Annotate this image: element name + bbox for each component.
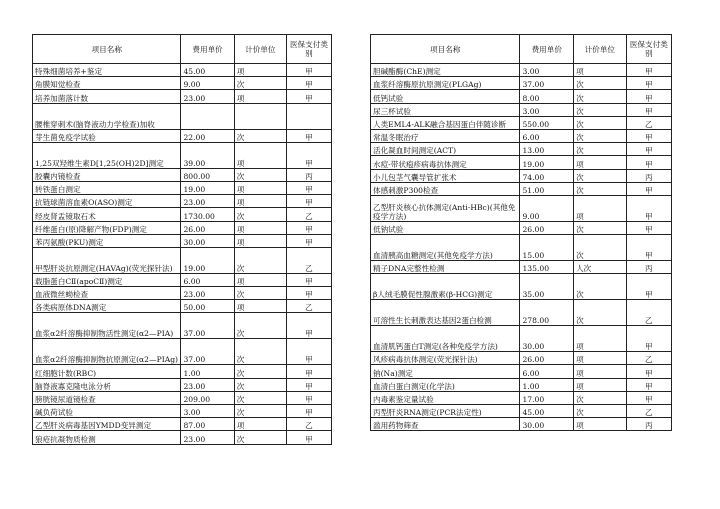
cell-category: 甲 xyxy=(626,365,671,378)
cell-item-name: 低钠试验 xyxy=(371,221,520,234)
cell-unit: 次 xyxy=(574,103,627,116)
table-row xyxy=(371,64,672,77)
header-category: 医保支付类别 xyxy=(286,35,331,64)
cell-unit: 次 xyxy=(234,431,286,444)
header-item-name: 项目名称 xyxy=(371,35,520,64)
cell-item-name: 精子DNA完整性检测 xyxy=(371,261,520,274)
cell-price: 6.00 xyxy=(520,365,574,378)
cell-category: 甲 xyxy=(286,287,331,300)
header-item-name: 项目名称 xyxy=(33,35,181,64)
cell-item-name: 活化凝血时间测定(ACT) xyxy=(371,143,520,156)
table-row xyxy=(371,156,672,169)
table-row xyxy=(371,418,672,431)
cell-unit: 次 xyxy=(574,169,627,182)
table-row xyxy=(33,64,332,77)
cell-item-name: 血浆α2纤溶酶抑制物抗原测定(α2—PIAg) xyxy=(33,339,181,365)
cell-category: 甲 xyxy=(286,221,331,234)
table-row xyxy=(371,405,672,418)
table-row xyxy=(371,378,672,391)
cell-price: 19.00 xyxy=(181,181,234,194)
fee-table-left xyxy=(32,34,332,445)
cell-unit: 项 xyxy=(234,181,286,194)
cell-unit: 项 xyxy=(574,352,627,365)
cell-price: 15.00 xyxy=(520,235,574,261)
cell-item-name: 转铁蛋白测定 xyxy=(33,181,181,194)
cell-price: 26.00 xyxy=(181,221,234,234)
cell-price: 23.00 xyxy=(181,287,234,300)
table-row xyxy=(33,287,332,300)
cell-item-name: 低钙试验 xyxy=(371,90,520,103)
cell-item-name: 风疹病毒抗体测定(荧光探针法) xyxy=(371,352,520,365)
cell-item-name: 苯丙氨酸(PKU)测定 xyxy=(33,234,181,247)
cell-price: 1.00 xyxy=(181,365,234,378)
table-header-row xyxy=(33,35,332,64)
table-row xyxy=(371,365,672,378)
cell-item-name: 经皮肾盂镜取石术 xyxy=(33,208,181,221)
cell-category: 丙 xyxy=(626,261,671,274)
cell-category: 甲 xyxy=(286,129,331,142)
cell-category: 甲 xyxy=(626,156,671,169)
cell-category: 甲 xyxy=(286,234,331,247)
cell-unit: 次 xyxy=(234,168,286,181)
cell-category: 甲 xyxy=(286,142,331,168)
cell-price: 800.00 xyxy=(181,168,234,181)
cell-price: 3.00 xyxy=(520,103,574,116)
cell-price: 37.00 xyxy=(520,77,574,90)
cell-unit: 项 xyxy=(234,273,286,286)
cell-unit: 项 xyxy=(234,64,286,77)
table-row xyxy=(33,300,332,313)
cell-price: 19.00 xyxy=(520,156,574,169)
cell-item-name: 培养加菌落计数 xyxy=(33,90,181,103)
cell-item-name: 水痘-带状疱疹病毒抗体测定 xyxy=(371,156,520,169)
cell-price: 50.00 xyxy=(181,300,234,313)
cell-price: 6.00 xyxy=(520,129,574,142)
cell-item-name: 血清白蛋白测定(化学法) xyxy=(371,378,520,391)
cell-price: 23.00 xyxy=(181,378,234,391)
cell-unit: 次 xyxy=(574,391,627,404)
cell-item-name: 血清胰高血糖测定(其他免疫学方法) xyxy=(371,235,520,261)
cell-item-name: 红细胞计数(RBC) xyxy=(33,365,181,378)
cell-category: 乙 xyxy=(626,300,671,326)
table-row xyxy=(33,129,332,142)
cell-category: 甲 xyxy=(286,77,331,90)
table-row xyxy=(33,313,332,339)
table-row xyxy=(33,418,332,431)
cell-price: 87.00 xyxy=(181,418,234,431)
cell-category: 甲 xyxy=(626,378,671,391)
table-row xyxy=(371,169,672,182)
cell-price: 39.00 xyxy=(181,142,234,168)
cell-category: 甲 xyxy=(626,221,671,234)
cell-category: 甲 xyxy=(626,64,671,77)
header-category: 医保支付类别 xyxy=(626,35,671,64)
table-body-left xyxy=(33,64,332,445)
cell-category: 甲 xyxy=(286,431,331,444)
cell-unit: 次 xyxy=(574,274,627,300)
cell-item-name: 纤维蛋白(原)降解产物(FDP)测定 xyxy=(33,221,181,234)
cell-category: 甲 xyxy=(286,181,331,194)
cell-item-name: 常温冬眠治疗 xyxy=(371,129,520,142)
cell-item-name: β人绒毛膜促性腺激素(β-HCG)测定 xyxy=(371,274,520,300)
cell-item-name: 膀胱镜尿道镜检查 xyxy=(33,391,181,404)
cell-unit: 次 xyxy=(574,221,627,234)
cell-item-name: 脑脊液寡克隆电泳分析 xyxy=(33,378,181,391)
cell-item-name: 血浆α2纤溶酶抑制物活性测定(α2—PIA) xyxy=(33,313,181,339)
cell-item-name: 丙型肝炎RNA测定(PCR法定性) xyxy=(371,405,520,418)
cell-price: 17.00 xyxy=(520,391,574,404)
cell-item-name: 各类病原体DNA测定 xyxy=(33,300,181,313)
table-row xyxy=(371,116,672,129)
cell-item-name: 芽生菌免疫学试验 xyxy=(33,129,181,142)
table-row xyxy=(33,405,332,418)
cell-price: 9.00 xyxy=(181,77,234,90)
table-row xyxy=(371,274,672,300)
cell-unit: 次 xyxy=(574,116,627,129)
cell-price: 26.00 xyxy=(520,352,574,365)
cell-item-name: 1,25双羟维生素D[1,25(OH)2D]测定 xyxy=(33,142,181,168)
cell-unit: 项 xyxy=(234,195,286,208)
cell-unit: 次 xyxy=(234,129,286,142)
table-header-row xyxy=(371,35,672,64)
cell-category: 甲 xyxy=(286,313,331,339)
cell-category: 丙 xyxy=(286,168,331,181)
cell-category: 甲 xyxy=(626,391,671,404)
table-row xyxy=(33,181,332,194)
cell-item-name: 角膜知觉检查 xyxy=(33,77,181,90)
table-row xyxy=(33,168,332,181)
table-row xyxy=(371,391,672,404)
cell-price: 9.00 xyxy=(520,195,574,221)
cell-category: 甲 xyxy=(626,195,671,221)
cell-price: 23.00 xyxy=(181,195,234,208)
cell-category: 甲 xyxy=(286,195,331,208)
cell-category: 甲 xyxy=(626,326,671,352)
table-row xyxy=(33,208,332,221)
cell-price: 1730.00 xyxy=(181,208,234,221)
cell-price: 26.00 xyxy=(520,221,574,234)
cell-category: 甲 xyxy=(626,77,671,90)
cell-category: 甲 xyxy=(286,365,331,378)
cell-category: 丙 xyxy=(626,169,671,182)
cell-category: 甲 xyxy=(286,64,331,77)
table-row xyxy=(33,431,332,444)
table-row xyxy=(33,77,332,90)
table-row xyxy=(371,261,672,274)
cell-price: 30.00 xyxy=(181,234,234,247)
cell-unit: 次 xyxy=(234,208,286,221)
table-body-right xyxy=(371,64,672,431)
cell-unit xyxy=(234,103,286,129)
cell-unit: 项 xyxy=(234,90,286,103)
cell-unit: 次 xyxy=(574,235,627,261)
cell-category: 甲 xyxy=(286,405,331,418)
table-row xyxy=(371,300,672,326)
cell-item-name: 甲型肝炎抗原测定(HAVAg)(荧光探针法) xyxy=(33,247,181,273)
cell-price: 135.00 xyxy=(520,261,574,274)
cell-category: 甲 xyxy=(626,182,671,195)
cell-category: 甲 xyxy=(626,235,671,261)
cell-unit: 项 xyxy=(234,418,286,431)
cell-unit: 次 xyxy=(234,378,286,391)
table-row xyxy=(371,352,672,365)
cell-item-name: 血液微丝蚴检查 xyxy=(33,287,181,300)
table-row xyxy=(371,195,672,221)
table-row xyxy=(371,221,672,234)
cell-category: 甲 xyxy=(626,129,671,142)
cell-item-name: 尿三杯试验 xyxy=(371,103,520,116)
cell-item-name: 抗链球菌溶血素O(ASO)测定 xyxy=(33,195,181,208)
cell-category: 乙 xyxy=(286,300,331,313)
cell-unit: 次 xyxy=(234,405,286,418)
cell-item-name: 可溶性生长刺激表达基因2蛋白检测 xyxy=(371,300,520,326)
cell-price: 45.00 xyxy=(520,405,574,418)
table-row xyxy=(33,221,332,234)
cell-item-name: 血清肌钙蛋白T测定(各种免疫学方法) xyxy=(371,326,520,352)
cell-category: 乙 xyxy=(626,116,671,129)
cell-unit: 次 xyxy=(574,143,627,156)
table-row xyxy=(33,234,332,247)
cell-unit: 次 xyxy=(234,287,286,300)
cell-unit: 次 xyxy=(234,391,286,404)
cell-price: 35.00 xyxy=(520,274,574,300)
cell-unit: 人次 xyxy=(574,261,627,274)
cell-item-name: 胆碱酯酶(ChE)测定 xyxy=(371,64,520,77)
cell-item-name: 内毒素鉴定量试验 xyxy=(371,391,520,404)
cell-price: 51.00 xyxy=(520,182,574,195)
fee-table-right xyxy=(370,34,672,431)
cell-item-name: 碱负荷试验 xyxy=(33,405,181,418)
cell-category: 甲 xyxy=(286,90,331,103)
table-row xyxy=(371,90,672,103)
cell-category: 甲 xyxy=(286,273,331,286)
cell-item-name: 人类EML4-ALK融合基因蛋白伴随诊断 xyxy=(371,116,520,129)
cell-price: 3.00 xyxy=(520,64,574,77)
cell-item-name: 钠(Na)测定 xyxy=(371,365,520,378)
cell-item-name: 腰椎穿刺术(脑脊液动力学检查)加收 xyxy=(33,103,181,129)
cell-price: 13.00 xyxy=(520,143,574,156)
cell-unit: 项 xyxy=(574,378,627,391)
cell-category: 乙 xyxy=(286,247,331,273)
header-unit: 计价单位 xyxy=(574,35,627,64)
cell-unit: 次 xyxy=(574,405,627,418)
cell-price: 45.00 xyxy=(181,64,234,77)
cell-category: 甲 xyxy=(286,378,331,391)
cell-item-name: 狼疮抗凝物质检测 xyxy=(33,431,181,444)
cell-unit: 次 xyxy=(574,300,627,326)
cell-category: 丙 xyxy=(626,418,671,431)
cell-price: 37.00 xyxy=(181,339,234,365)
cell-category xyxy=(286,103,331,129)
cell-item-name: 特殊细菌培养+鉴定 xyxy=(33,64,181,77)
table-row xyxy=(33,273,332,286)
cell-unit: 次 xyxy=(574,182,627,195)
cell-category: 乙 xyxy=(286,208,331,221)
cell-item-name: 体感刺激P300检查 xyxy=(371,182,520,195)
table-row xyxy=(33,378,332,391)
table-row xyxy=(33,391,332,404)
cell-unit: 次 xyxy=(234,313,286,339)
cell-price: 74.00 xyxy=(520,169,574,182)
table-row xyxy=(371,77,672,90)
cell-item-name: 乙型肝炎核心抗体测定(Anti-HBc)(其他免疫学方法) xyxy=(371,195,520,221)
cell-category: 乙 xyxy=(626,405,671,418)
table-row xyxy=(33,90,332,103)
header-price: 费用单价 xyxy=(520,35,574,64)
cell-category: 甲 xyxy=(626,274,671,300)
cell-price: 22.00 xyxy=(181,129,234,142)
cell-price: 3.00 xyxy=(181,405,234,418)
cell-item-name: 滥用药物筛查 xyxy=(371,418,520,431)
cell-unit: 项 xyxy=(234,300,286,313)
cell-price: 19.00 xyxy=(181,247,234,273)
cell-price: 550.00 xyxy=(520,116,574,129)
table-row xyxy=(371,103,672,116)
cell-category: 甲 xyxy=(286,391,331,404)
cell-category: 甲 xyxy=(626,103,671,116)
table-row xyxy=(33,247,332,273)
header-unit: 计价单位 xyxy=(234,35,286,64)
cell-unit: 次 xyxy=(234,339,286,365)
cell-unit: 项 xyxy=(574,326,627,352)
cell-category: 甲 xyxy=(286,339,331,365)
table-row xyxy=(33,339,332,365)
cell-item-name: 血浆纤溶酶原抗原测定(PLGAg) xyxy=(371,77,520,90)
cell-unit: 次 xyxy=(234,77,286,90)
cell-unit: 次 xyxy=(234,365,286,378)
table-row xyxy=(33,142,332,168)
table-row xyxy=(33,365,332,378)
cell-unit: 项 xyxy=(234,142,286,168)
cell-category: 甲 xyxy=(626,90,671,103)
cell-unit: 项 xyxy=(234,234,286,247)
cell-price: 209.00 xyxy=(181,391,234,404)
cell-unit: 次 xyxy=(574,90,627,103)
cell-price: 30.00 xyxy=(520,326,574,352)
cell-item-name: 载脂蛋白CⅡ(apoCⅡ)测定 xyxy=(33,273,181,286)
cell-price: 278.00 xyxy=(520,300,574,326)
table-row xyxy=(371,143,672,156)
table-row xyxy=(33,103,332,129)
cell-unit: 次 xyxy=(574,129,627,142)
cell-price: 1.00 xyxy=(520,378,574,391)
cell-unit: 项 xyxy=(574,64,627,77)
table-row xyxy=(371,235,672,261)
cell-unit: 项 xyxy=(574,418,627,431)
cell-item-name: 乙型肝炎病毒基因YMDD变异测定 xyxy=(33,418,181,431)
cell-price xyxy=(181,103,234,129)
cell-price: 30.00 xyxy=(520,418,574,431)
cell-price: 23.00 xyxy=(181,431,234,444)
cell-price: 23.00 xyxy=(181,90,234,103)
cell-category: 乙 xyxy=(626,352,671,365)
table-row xyxy=(33,195,332,208)
table-row xyxy=(371,182,672,195)
cell-item-name: 小儿包茎气囊导管扩张术 xyxy=(371,169,520,182)
cell-unit: 项 xyxy=(574,195,627,221)
cell-price: 8.00 xyxy=(520,90,574,103)
table-row xyxy=(371,326,672,352)
cell-price: 6.00 xyxy=(181,273,234,286)
cell-unit: 次 xyxy=(234,247,286,273)
table-row xyxy=(371,129,672,142)
cell-category: 乙 xyxy=(286,418,331,431)
cell-unit: 项 xyxy=(574,365,627,378)
cell-price: 37.00 xyxy=(181,313,234,339)
cell-category: 甲 xyxy=(626,143,671,156)
cell-unit: 项 xyxy=(574,156,627,169)
header-price: 费用单价 xyxy=(181,35,234,64)
cell-unit: 项 xyxy=(234,221,286,234)
cell-unit: 次 xyxy=(574,77,627,90)
cell-item-name: 胶囊内镜检查 xyxy=(33,168,181,181)
